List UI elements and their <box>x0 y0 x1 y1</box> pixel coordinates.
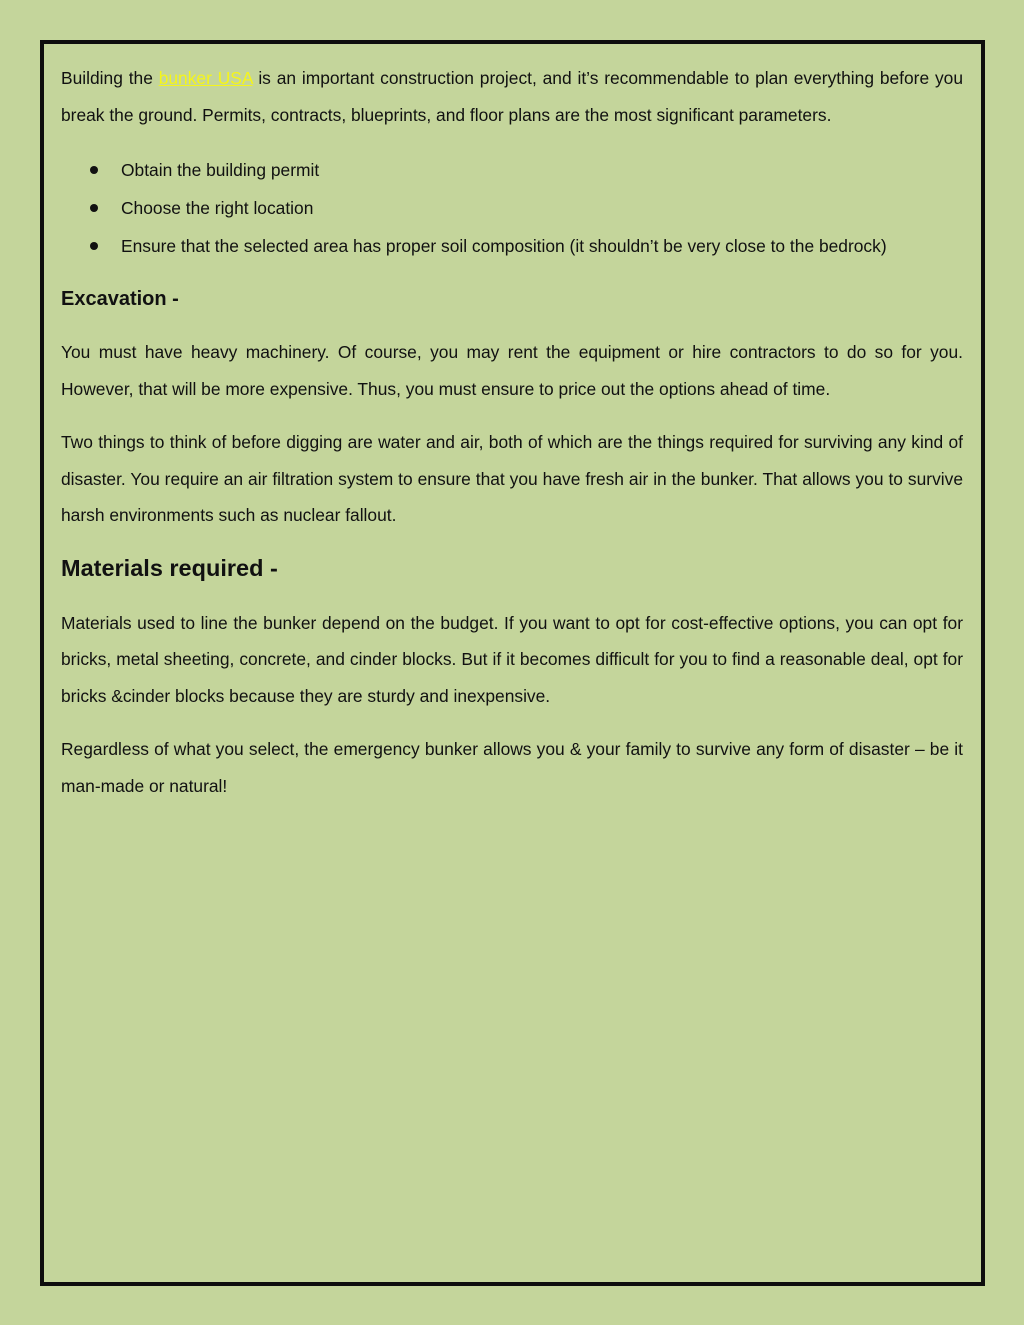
excavation-paragraph-2: Two things to think of before digging are water and air, both of which are the things required for surviving any kind of disaster. You require an air filtration system to ensure that you have fresh air in the bunker. That allows you to survive harsh environments such as nuclear fallout. <box>61 432 963 525</box>
bullet-icon <box>90 166 98 174</box>
intro-text-after: is an important construction project, and it’s recommendable to plan everything before you break the ground. Permits, contracts, blueprints, and floor plans are the most significant parameters. <box>61 68 963 125</box>
list-item <box>61 151 963 189</box>
list-item-text: Ensure that the selected area has proper soil composition (it shouldn’t be very close to the bedrock) <box>121 236 887 256</box>
excavation-heading: Excavation - <box>61 288 179 310</box>
bullet-icon <box>90 204 98 212</box>
page-frame <box>40 40 985 1286</box>
document-content <box>61 60 963 821</box>
requirements-list <box>61 151 963 265</box>
list-item-text: Choose the right location <box>121 198 314 218</box>
bullet-icon <box>90 242 98 250</box>
intro-paragraph <box>61 60 963 133</box>
materials-paragraph-1: Materials used to line the bunker depend on the budget. If you want to opt for cost-effective options, you can opt for bricks, metal sheeting, concrete, and cinder blocks. But if it becomes difficult for you to find a reasonable deal, opt for bricks &cinder blocks because they are sturdy and inexpensive. <box>61 612 963 706</box>
list-item <box>61 227 963 265</box>
materials-paragraph-2: Regardless of what you select, the emergency bunker allows you & your family to survive any form of disaster – be it man-made or natural! <box>61 739 963 796</box>
bunker-usa-link[interactable]: bunker USA <box>158 68 253 88</box>
materials-heading: Materials required - <box>61 554 278 581</box>
list-item <box>61 189 963 227</box>
excavation-paragraph-1: You must have heavy machinery. Of course, you may rent the equipment or hire contractors to do so for you. However, that will be more expensive. Thus, you must ensure to price out the options ahead of time. <box>61 342 963 399</box>
intro-text-before: Building the <box>61 68 159 88</box>
list-item-text: Obtain the building permit <box>121 160 320 180</box>
